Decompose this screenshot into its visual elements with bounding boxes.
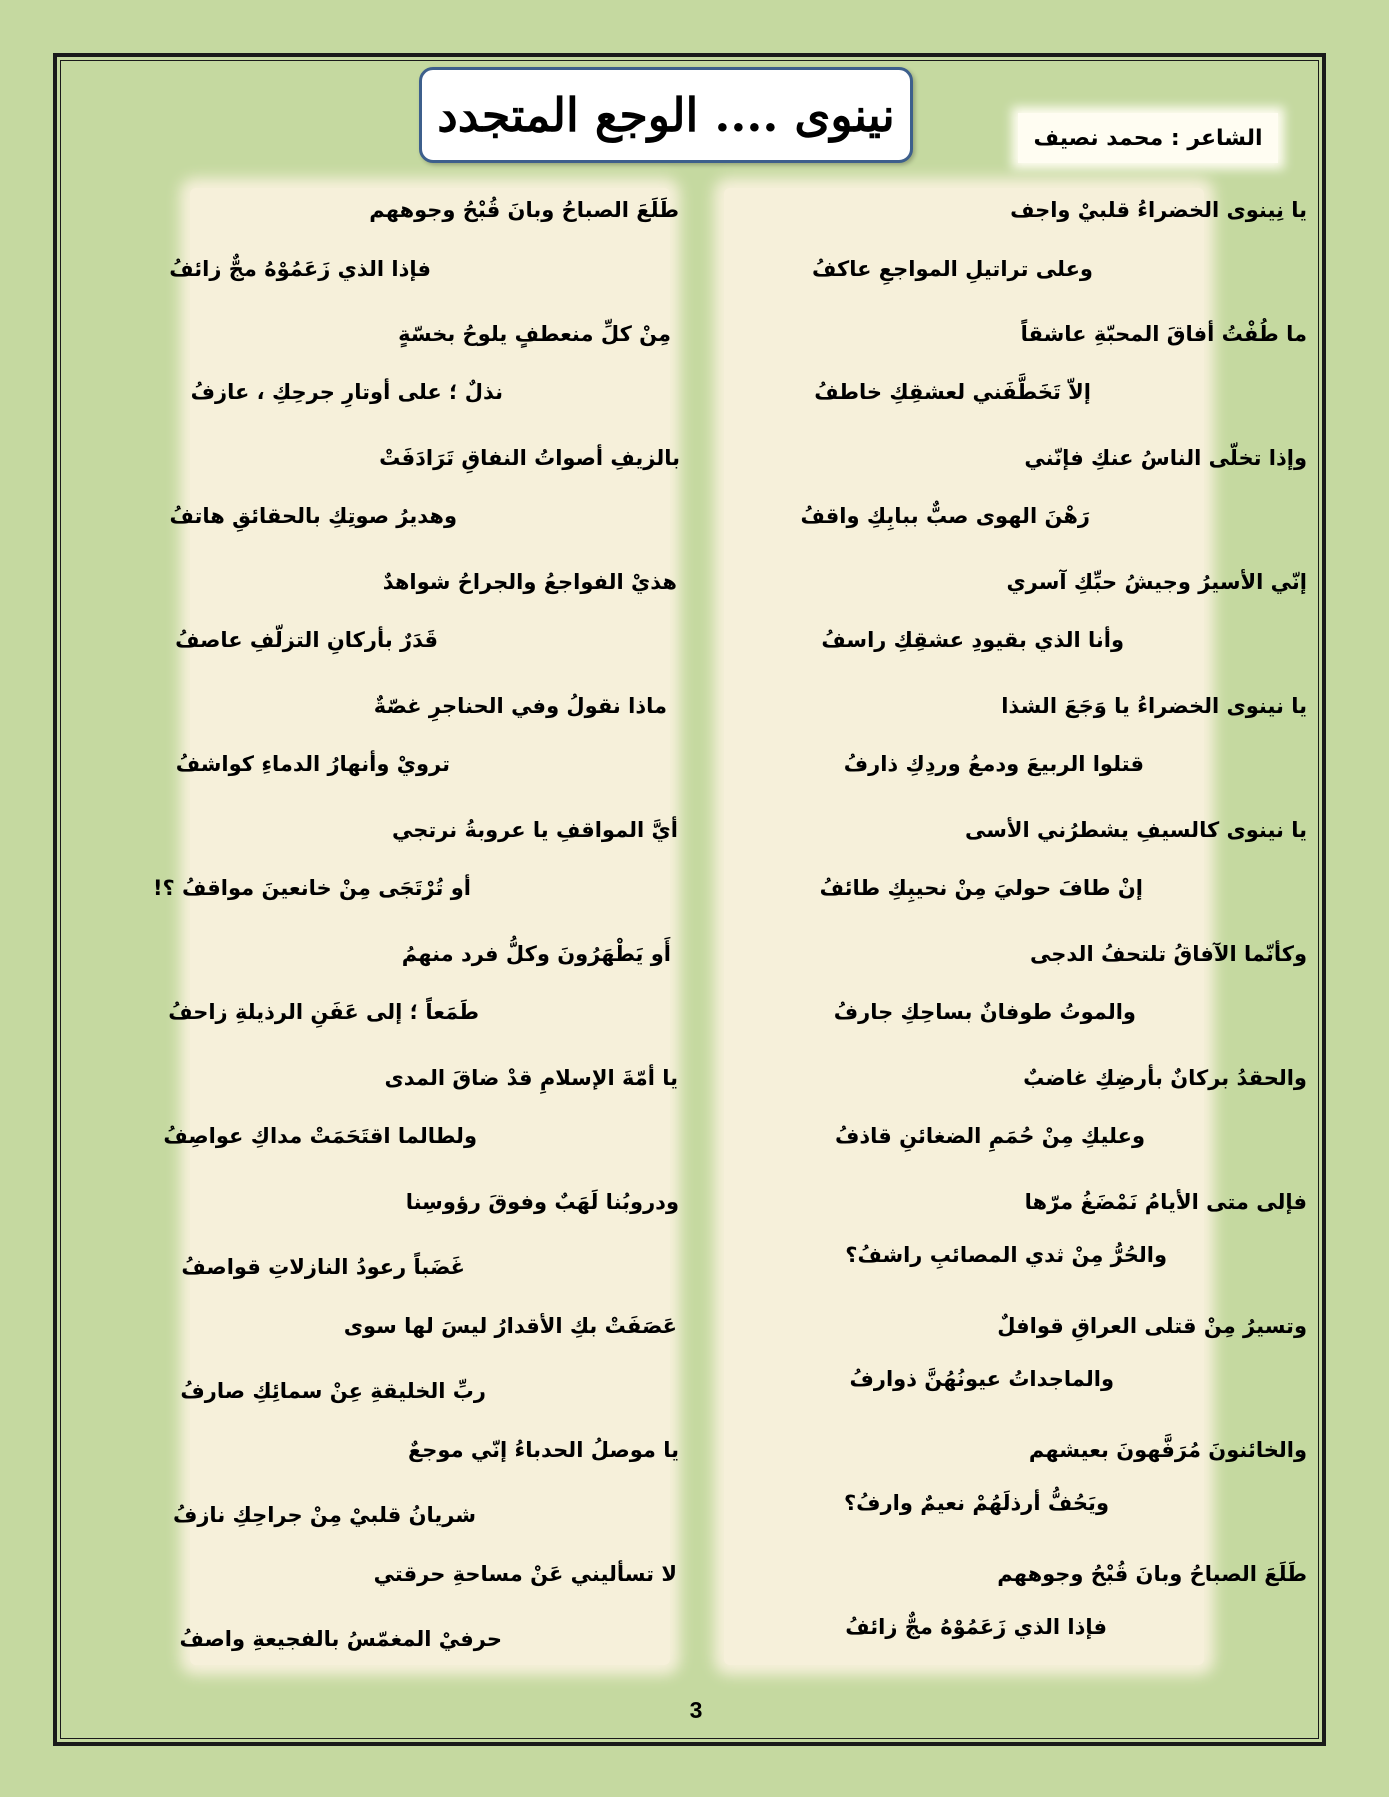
poem-line: والخائنونَ مُرَفَّهونَ بعيشهم [1028,1438,1307,1462]
poem-line: ويَحُفُّ أرذلَهُمْ نعيمٌ وارفُ؟ [844,1491,1109,1515]
poem-line: هذيْ الفواجعُ والجراحُ شواهدٌ [382,570,677,594]
poem-line: طَلَعَ الصباحُ وبانَ قُبْحُ وجوههم [997,1562,1307,1586]
poem-line: رَهْنَ الهوى صبٌّ ببابِكِ واقفُ [800,504,1090,528]
poet-box [1018,113,1278,163]
poem-line: نذلٌ ؛ على أوتارِ جرحِكِ ، عازفُ [190,380,503,404]
poem-line: فإذا الذي زَعَمُوْهُ مجٌّ زائفُ [169,257,431,281]
poem-line: شريانُ قلبيْ مِنْ جراحِكِ نازفُ [172,1503,476,1527]
poem-line: إلاّ تَخَطَّفَني لعشقِكِ خاطفُ [814,380,1091,404]
poem-line: والحُرُّ مِنْ ثدي المصائبِ راشفُ؟ [845,1243,1167,1267]
poem-line: وعليكِ مِنْ حُمَمِ الضغائنِ قاذفُ [834,1124,1145,1148]
poem-line: ترويْ وأنهارُ الدماءِ كواشفُ [175,752,450,776]
poem-line: ماذا نقولُ وفي الحناجرِ غصّةٌ [373,694,667,718]
poem-line: يا أمّةَ الإسلامِ قدْ ضاقَ المدى [384,1066,678,1090]
poem-line: والموتُ طوفانٌ بساحِكِ جارفُ [833,1000,1136,1024]
poem-line: ودروبُنا لَهَبٌ وفوقَ رؤوسِنا [405,1190,679,1214]
page-number: 3 [689,1697,703,1723]
poem-line: عَصَفَتْ بكِ الأقدارُ ليسَ لها سوى [343,1314,677,1338]
poem-line: طَلَعَ الصباحُ وبانَ قُبْحُ وجوههم [369,198,679,222]
poem-line: وأنا الذي بقيودِ عشقِكِ راسفُ [821,628,1124,652]
poem-line: يا نينوى الخضراءُ يا وَجَعَ الشذا [1001,694,1307,718]
poem-line: وكأنّما الآفاقُ تلتحفُ الدجى [1030,942,1307,966]
poem-line: أيَّ المواقفِ يا عروبةُ نرتجي [391,818,678,842]
poem-line: يا موصلُ الحدباءُ إنّي موجعٌ [407,1438,679,1462]
poem-line: قتلوا الربيعَ ودمعُ وردِكِ ذارفُ [843,752,1144,776]
poem-line: أَو يَطْهَرُونَ وكلُّ فرد منهمُ [401,942,671,966]
poem-line: قَدَرٌ بأركانِ التزلّفِ عاصفُ [175,628,438,652]
poem-line: وهديرُ صوتِكِ بالحقائقِ هاتفُ [169,504,457,528]
poem-line: وإذا تخلّى الناسُ عنكِ فإنّني [1024,446,1307,470]
poem-line: يا نِينوى الخضراءُ قلبيْ واجف [1010,198,1307,222]
poem-line: ربِّ الخليقةِ عِنْ سمائِكِ صارفُ [180,1379,486,1403]
page-title: نينوى .... الوجع المتجدد [437,88,895,142]
poem-line: وتسيرُ مِنْ قتلى العراقِ قوافلٌ [997,1314,1307,1338]
poet-name: الشاعر : محمد نصيف [1033,125,1263,151]
poem-line: فإذا الذي زَعَمُوْهُ مجٌّ زائفُ [845,1615,1107,1639]
poem-line: مِنْ كلِّ منعطفٍ يلوحُ بخسّةٍ [398,322,671,346]
poem-line: غَضَباً رعودُ النازلاتِ قواصفُ [181,1255,465,1279]
poem-line: والحقدُ بركانٌ بأرضِكِ غاضبٌ [1023,1066,1307,1090]
title-box [419,67,913,163]
poem-line: إنّي الأسيرُ وجيشُ حبِّكِ آسري [1006,570,1307,594]
poem-line: والماجداتُ عيونُهُنَّ ذوارفُ [849,1367,1114,1391]
poem-line: إنْ طافَ حوليَ مِنْ نحيبِكِ طائفُ [819,876,1143,900]
poem-line: ما طُفْتُ أفاقَ المحبّةِ عاشقاً [1020,322,1307,346]
poem-line: طَمَعاً ؛ إلى عَفَنِ الرذيلةِ زاحفُ [168,1000,479,1024]
poem-line: حرفيْ المغمّسُ بالفجيعةِ واصفُ [179,1627,502,1651]
poem-line: أو تُرْتَجَى مِنْ خانعينَ مواقفُ ؟! [152,876,471,900]
poem-line: لا تسأليني عَنْ مساحةِ حرقتي [373,1562,677,1586]
poem-line: ولطالما اقتَحَمَتْ مداكِ عواصِفُ [163,1124,477,1148]
poem-line: يا نينوى كالسيفِ يشطرُني الأسى [964,818,1307,842]
poem-line: فإلى متى الأيامُ نَمْضَغُ مرّها [1024,1190,1307,1214]
poem-line: وعلى تراتيلِ المواجعِ عاكفُ [812,257,1093,281]
poem-line: بالزيفِ أصواتُ النفاقِ تَرَادَفَتْ [379,446,680,470]
